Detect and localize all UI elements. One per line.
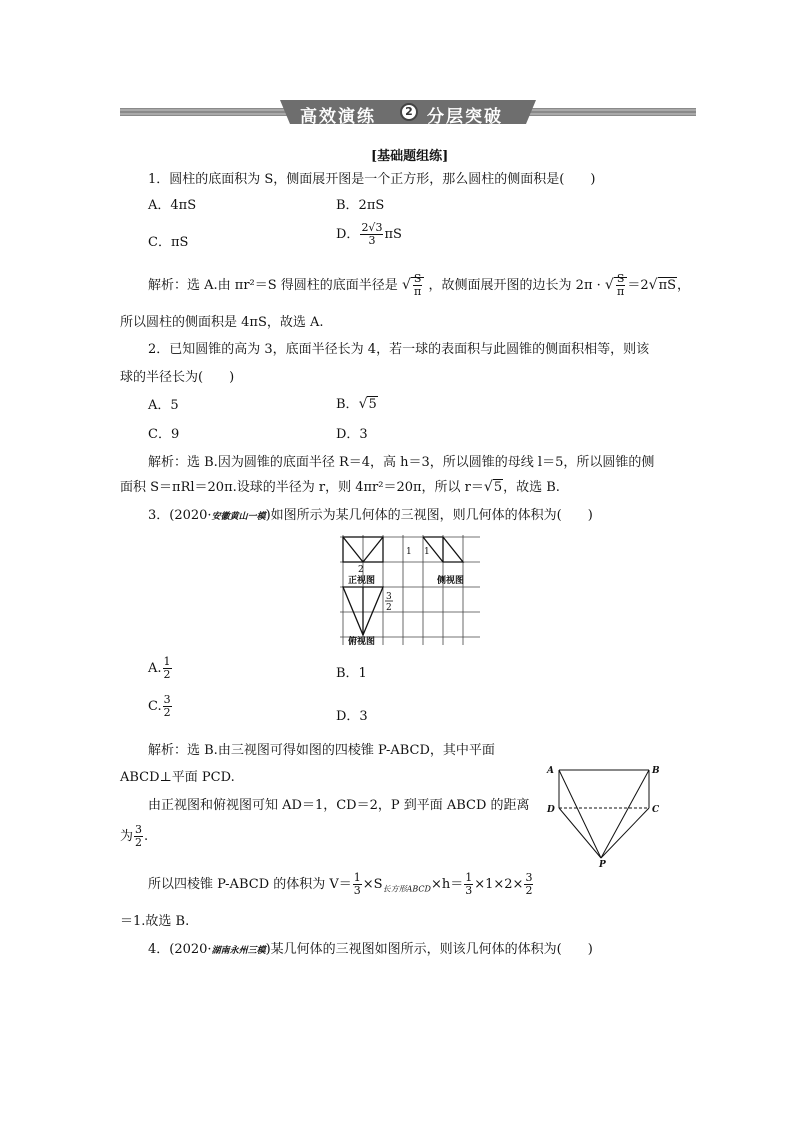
q1-option-c: C．πS (148, 235, 189, 250)
fig-label-1b: 1 (424, 547, 430, 557)
pyramid-label-a: A (547, 766, 554, 776)
q2-stem-line2: 球的半径长为( ) (120, 370, 235, 385)
q3-option-c: C. $\frac{3}{2}$ (148, 693, 171, 719)
q2-solution-line2: 面积 S＝πRl＝20π.设球的半径为 r，则 4πr²＝20π，所以 r＝√5，故选 B. (120, 479, 560, 495)
banner-title-right: 分层突破 (427, 107, 503, 127)
banner-title-left: 高效演练 (300, 107, 376, 127)
q2-option-a: A．5 (148, 398, 179, 413)
fig-label-3: 3 (386, 592, 392, 602)
q2-option-c: C．9 (148, 427, 180, 442)
q3-option-a: A. $\frac{1}{2}$ (148, 655, 171, 681)
q4-stem: 4．(2020·湖南永州三模)某几何体的三视图如图所示，则该几何体的体积为( ) (148, 942, 593, 957)
q1-option-a: A．4πS (148, 198, 197, 213)
pyramid-label-d: D (547, 805, 555, 815)
fig-front-view: 正视图 (348, 576, 376, 586)
q1-stem: 1．圆柱的底面积为 S，侧面展开图是一个正方形，那么圆柱的侧面积是( ) (148, 172, 596, 187)
header-banner (120, 100, 696, 127)
q3-source: 安徽黄山一模 (211, 512, 266, 522)
section-title: [基础题组练] (371, 149, 449, 164)
pyramid-label-p: P (599, 860, 606, 868)
q4-source: 湖南永州三模 (211, 946, 266, 956)
q1-solution-line1: 解析：选 A.由 πr²＝S 得圆柱的底面半径是 √ $\frac{S}{\pi}$ ，故侧面展开图的边长为 2π · √ $\frac{S}{\pi}$ ＝2√πS， (148, 272, 691, 298)
fig-top-view: 俯视图 (348, 637, 376, 647)
pyramid-label-c: C (652, 805, 660, 815)
q3-solution-line6: ＝1.故选 B. (120, 914, 190, 929)
banner-badge-icon: 2 (400, 103, 418, 121)
q1-d-numerator: 2√3 (361, 221, 383, 234)
q2-solution-line1: 解析：选 B.因为圆锥的底面半径 R＝4，高 h＝3，所以圆锥的母线 l＝5，所以圆锥的侧 (148, 455, 655, 470)
q3-solution-line5: 所以四棱锥 P-ABCD 的体积为 V＝ $\frac{1}{3}$ $\times S_{长方形ABCD}\times h=$ $\frac{1}{3}$ ×1×2× $\frac{3}{2}$ (148, 871, 533, 897)
q2-stem-line1: 2．已知圆锥的高为 3，底面半径长为 4，若一球的表面积与此圆锥的侧面积相等，则该 (148, 342, 650, 357)
q2-option-d: D．3 (336, 427, 368, 442)
q3-solution-line4: 为 $\frac{3}{2}$ . (120, 823, 149, 849)
q1-option-b: B．2πS (336, 198, 385, 213)
pyramid-label-b: B (652, 766, 660, 776)
pyramid-figure (543, 760, 663, 868)
q1-option-d: D． $\frac{2√3}{3}$ πS (336, 221, 402, 247)
fig-label-2b: 2 (386, 603, 392, 613)
q1-solution-line2: 所以圆柱的侧面积是 4πS，故选 A. (120, 315, 324, 330)
q3-option-b: B．1 (336, 666, 367, 681)
q1-d-denominator: 3 (368, 234, 376, 247)
q3-solution-line2: ABCD⊥平面 PCD. (120, 770, 235, 785)
q3-solution-line1: 解析：选 B.由三视图可得如图的四棱锥 P-ABCD，其中平面 (148, 743, 495, 758)
fig-label-2: 2 (358, 565, 364, 575)
q3-solution-line3: 由正视图和俯视图可知 AD＝1，CD＝2，P 到平面 ABCD 的距离 (148, 798, 530, 813)
q2-option-b: B．√5 (336, 396, 377, 412)
fig-label-1a: 1 (406, 547, 412, 557)
q3-option-d: D．3 (336, 709, 368, 724)
three-view-figure (340, 535, 490, 647)
q3-stem: 3．(2020·安徽黄山一模)如图所示为某几何体的三视图，则几何体的体积为( ) (148, 508, 593, 523)
fig-side-view: 侧视图 (437, 576, 465, 586)
